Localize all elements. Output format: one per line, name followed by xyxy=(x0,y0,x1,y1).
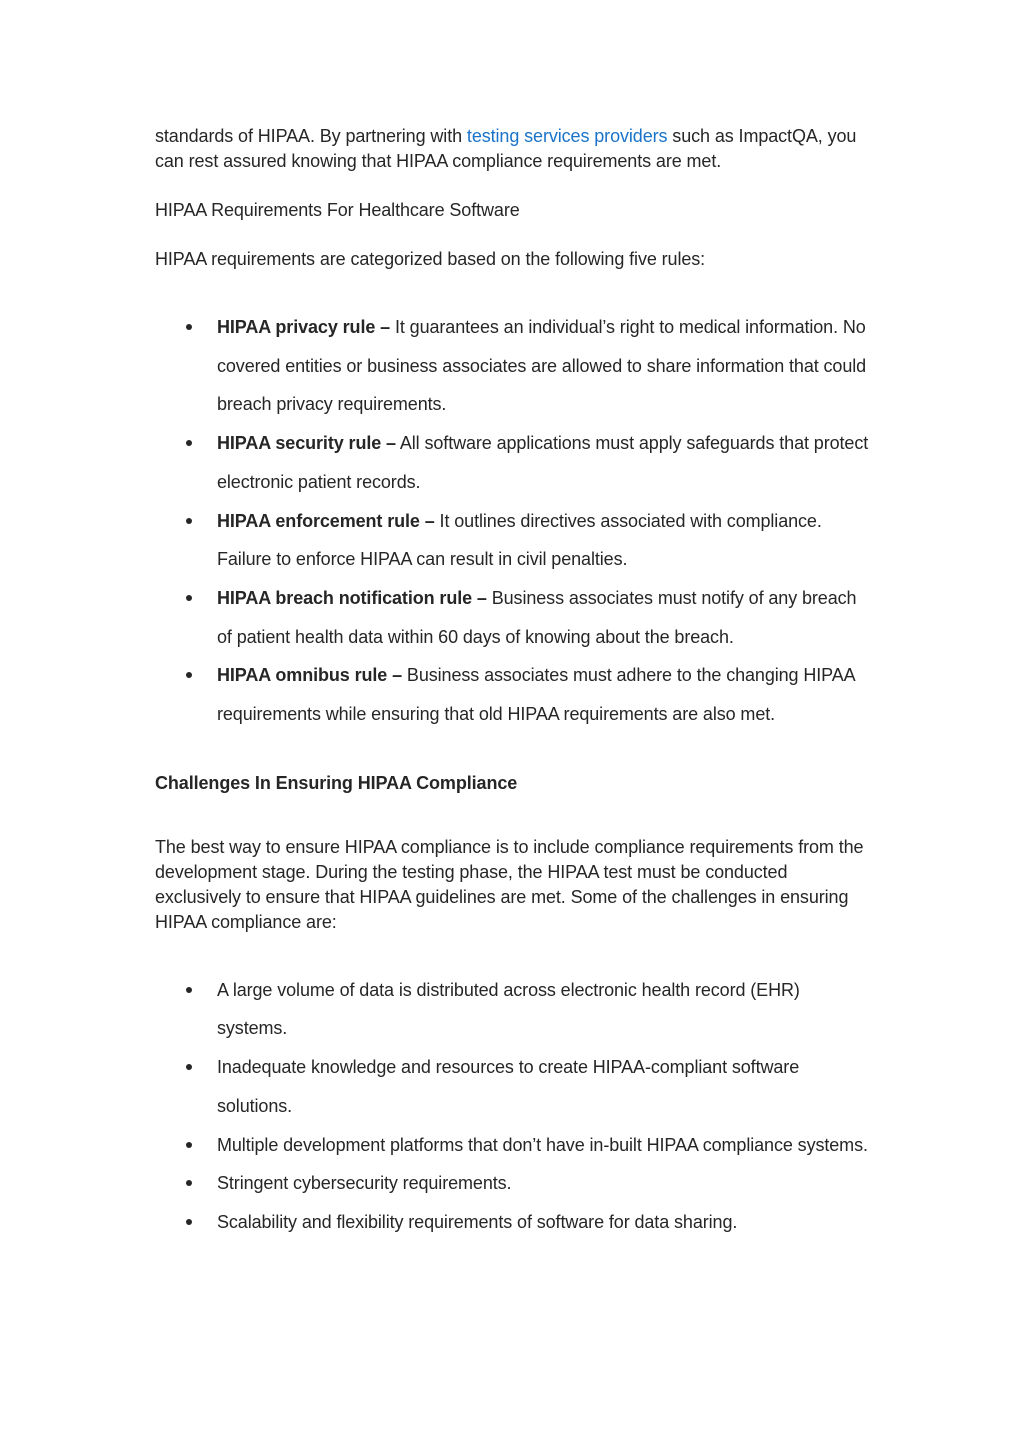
intro-text-start: standards of HIPAA. By partnering with xyxy=(155,126,467,146)
rule-text: It guarantees an individual’s right to medical information. No covered entities or business associates are allowed to share information that could breach privacy requirements. xyxy=(217,317,867,415)
intro-paragraph xyxy=(155,124,867,174)
rule-text: Business associates must adhere to the changing HIPAA requirements while ensuring that old HIPAA requirements are also met. xyxy=(217,665,855,725)
document-page xyxy=(155,124,870,1242)
list-item: Inadequate knowledge and resources to create HIPAA-compliant software solutions. xyxy=(155,1048,870,1125)
list-item: Scalability and flexibility requirements of software for data sharing. xyxy=(155,1203,870,1242)
section-subtitle: HIPAA Requirements For Healthcare Software xyxy=(155,200,520,220)
list-item: A large volume of data is distributed across electronic health record (EHR) systems. xyxy=(155,971,870,1048)
list-item: Multiple development platforms that don’t have in-built HIPAA compliance systems. xyxy=(155,1126,870,1165)
rule-text: All software applications must apply safeguards that protect electronic patient records. xyxy=(217,433,869,492)
challenges-heading: Challenges In Ensuring HIPAA Compliance xyxy=(155,772,518,793)
rule-text: Business associates must notify of any breach of patient health data within 60 days of knowing about the breach. xyxy=(217,587,857,647)
challenges-paragraph: The best way to ensure HIPAA compliance is to include compliance requirements from the development stage. During the testing phase, the HIPAA test must be conducted exclusively to ensure that HIPAA guidelines are met. Some of the challenges in ensuring HIPAA compliance are: xyxy=(155,836,864,932)
list-item xyxy=(155,424,870,501)
intro-text-end: such as ImpactQA, you can rest assured knowing that HIPAA compliance requirements are met. xyxy=(155,126,857,171)
hipaa-rules-list xyxy=(155,308,870,734)
list-item xyxy=(155,502,870,579)
list-item xyxy=(155,308,870,424)
list-item xyxy=(155,579,870,656)
list-item: Stringent cybersecurity requirements. xyxy=(155,1164,870,1203)
challenges-list xyxy=(155,971,870,1242)
rules-lead: HIPAA requirements are categorized based on the following five rules: xyxy=(155,249,706,269)
rule-name: HIPAA breach notification rule – xyxy=(217,587,487,608)
rule-name: HIPAA privacy rule – xyxy=(217,317,391,337)
testing-services-link[interactable]: testing services providers xyxy=(466,126,668,146)
rule-name: HIPAA security rule – xyxy=(217,433,396,454)
rule-name: HIPAA omnibus rule – xyxy=(217,665,403,686)
rule-text: It outlines directives associated with compliance. Failure to enforce HIPAA can result in civil penalties. xyxy=(217,510,822,570)
list-item xyxy=(155,656,870,733)
rule-name: HIPAA enforcement rule – xyxy=(217,510,435,531)
